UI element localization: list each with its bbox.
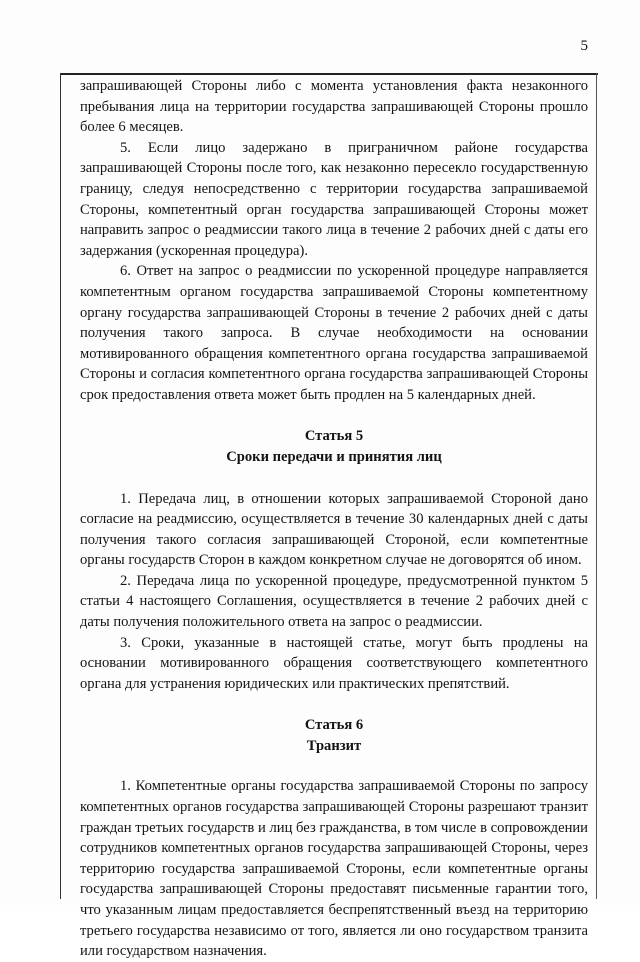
frame-right-border [596,73,597,899]
article-5-paragraph-1: 1. Передача лиц, в отношении которых запрашиваемой Стороной дано согласие на реадмиссию, осуществляется в течение 30 календарных дней с даты получения такого согласия запрашивающей Стороной, если компетентные органы государств Сторон в каждом конкретном случае не договорятся об ином. [80,490,588,569]
article-5-paragraph-3: 3. Сроки, указанные в настоящей статье, могут быть продлены на основании мотивированного обращения соответствующего компетентного органа для устранения юридических или практических препятствий. [80,634,588,692]
paragraph-item-5: 5. Если лицо задержано в приграничном районе государства запрашивающей Стороны после того, как незаконно пересекло государственную границу, следуя непосредственно с территории государства запрашиваемой Стороны, компетентный орган государства запрашивающей Стороны может направить запрос о реадмиссии такого лица в течение 2 рабочих дней с даты его задержания (ускоренная процедура). [80,139,588,259]
article-5-paragraph-2: 2. Передача лица по ускоренной процедуре, предусмотренной пунктом 5 статьи 4 настоящего Соглашения, осуществляется в течение 2 рабочих дней с даты получения положительного ответа на запрос о реадмиссии. [80,572,588,631]
document-body [80,76,588,962]
page-number: 5 [580,38,588,54]
article-6-title: Транзит [306,738,362,755]
paragraph-item-6: 6. Ответ на запрос о реадмиссии по ускоренной процедуре направляется компетентным органом государства запрашиваемой Стороны компетентному органу государства запрашивающей Стороны в течение 2 рабочих дней с даты получения такого запроса. В случае необходимости на основании мотивированного обращения компетентного органа государства запрашиваемой Стороны и согласия компетентного органа государства запрашивающей Стороны срок предоставления ответа может быть продлен на 5 календарных дней. [80,263,588,403]
frame-top-border [60,73,598,75]
frame-left-border [60,73,61,899]
article-5-number: Статья 5 [304,427,364,444]
article-6-paragraph-1: 1. Компетентные органы государства запрашиваемой Стороны по запросу компетентных органов государства запрашивающей Стороны разрешают транзит граждан третьих государств и лиц без гражданства, в том числе в сопровождении сотрудников компетентных органов государства запрашивающей Стороны, через территорию государства запрашиваемой Стороны, если компетентные органы государства запрашивающей Стороны предоставят письменные гарантии того, что указанным лицам предоставляется беспрепятственный въезд на территорию третьего государства независимо от того, является ли оно государством транзита или государством назначения. [80,778,588,960]
paragraph-continuation: запрашивающей Стороны либо с момента установления факта незаконного пребывания лица на территории государства запрашивающей Стороны прошло более 6 месяцев. [80,78,588,136]
article-5-title: Сроки передачи и принятия лиц [226,448,442,465]
article-6-number: Статья 6 [304,717,364,734]
